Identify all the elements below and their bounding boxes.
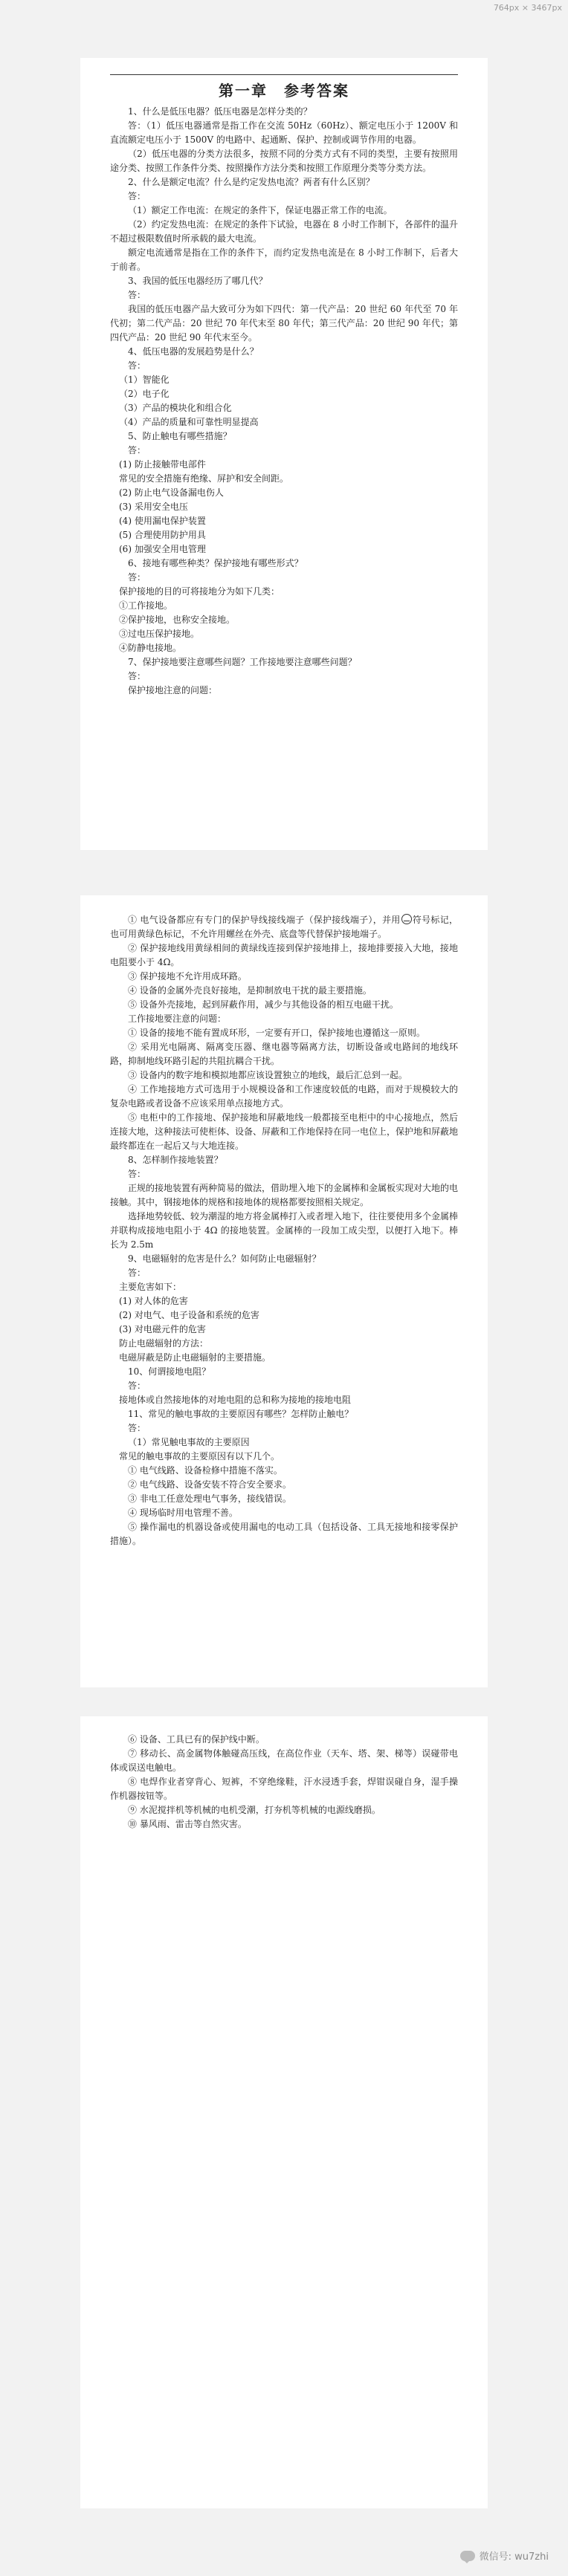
list-item: （3）产品的模块化和组合化 bbox=[119, 403, 232, 413]
answer-label: 答： bbox=[128, 1268, 146, 1278]
answer-label: 答： bbox=[128, 191, 146, 201]
list-item: (2) 防止电气设备漏电伤人 bbox=[119, 487, 224, 498]
question: 1、什么是低压电器？低压电器是怎样分类的？ bbox=[128, 106, 312, 117]
answer-label: 答： bbox=[128, 445, 146, 455]
list-item: ⑦ 移动长、高金属物体触碰高压线，在高位作业（天车、塔、架、梯等）误碰带电体或误送电触电。 bbox=[110, 1748, 458, 1773]
answer-label: 答： bbox=[128, 1381, 146, 1391]
answer-text: ④ 设备的金属外壳良好接地，是抑制放电干扰的最主要措施。 bbox=[128, 985, 372, 996]
list-item: ⑤ 操作漏电的机器设备或使用漏电的电动工具（包括设备、工具无接地和接零保护措施）。 bbox=[110, 1522, 458, 1546]
list-item: (1) 对人体的危害 bbox=[119, 1296, 188, 1306]
question: 8、怎样制作接地装置？ bbox=[128, 1155, 223, 1165]
answer-text: 常见的安全措施有绝缘、屏护和安全间距。 bbox=[119, 473, 289, 484]
list-item: (6) 加强安全用电管理 bbox=[119, 544, 206, 554]
question: 5、防止触电有哪些措施？ bbox=[128, 431, 232, 441]
list-item: ① 电气线路、设备检修中措施不落实。 bbox=[128, 1465, 283, 1476]
list-item: (2) 对电气、电子设备和系统的危害 bbox=[119, 1310, 259, 1320]
list-item: （4）产品的质量和可靠性明显提高 bbox=[119, 417, 259, 427]
answer-text: 正规的接地装置有两种简易的做法，借助埋入地下的金属棒和金属板实现对大地的电接触。其中，钢接地体的规格和接地体的规格都要按照相关规定。 bbox=[110, 1183, 459, 1207]
chapter-title: 第一章 参考答案 bbox=[219, 82, 349, 100]
question: 3、我国的低压电器经历了哪几代？ bbox=[128, 276, 268, 286]
answer-text: 常见的触电事故的主要原因有以下几个。 bbox=[119, 1451, 280, 1461]
list-item: ①工作接地。 bbox=[119, 600, 173, 611]
answer-text: 保护接地注意的问题： bbox=[128, 685, 218, 695]
question: 10、何谓接地电阻？ bbox=[128, 1366, 211, 1377]
answer-text: 接地体或自然接地体的对地电阻的总和称为接地的接地电阻 bbox=[119, 1395, 352, 1405]
ground-symbol-icon bbox=[401, 914, 412, 924]
watermark-text: 微信号: wu7zhi bbox=[479, 2551, 549, 2563]
question: 9、电磁辐射的危害是什么？如何防止电磁辐射？ bbox=[128, 1253, 321, 1264]
document-page-1 bbox=[80, 58, 488, 850]
answer-label: 答： bbox=[128, 671, 146, 681]
wechat-watermark bbox=[460, 2549, 549, 2563]
list-item: ③过电压保护接地。 bbox=[119, 629, 200, 639]
answer-text: 电磁屏蔽是防止电磁辐射的主要措施。 bbox=[119, 1352, 271, 1363]
answer-text: 答：（1）低压电器通常是指工作在交流 50Hz（60Hz）、额定电压小于 1200V 和直流额定电压小于 1500V 的电路中、起通断、保护、控制或调节作用的电器。 bbox=[110, 120, 458, 145]
list-item: (4) 使用漏电保护装置 bbox=[119, 516, 206, 526]
answer-text: ⑤ 电柜中的工作接地、保护接地和屏蔽地线一般都接至电柜中的中心接地点，然后连接大地，这种接法可使柜体、设备、屏蔽和工作地保持在同一电位上，保护地和屏蔽地最终都连在一起后又与大地连接。 bbox=[110, 1112, 459, 1151]
question: 6、接地有哪些种类？保护接地有哪些形式？ bbox=[128, 558, 303, 568]
answer-text: （1）额定工作电流：在规定的条件下，保证电器正常工作的电流。 bbox=[128, 205, 393, 215]
list-item: ④防静电接地。 bbox=[119, 643, 182, 653]
answer-label: 答： bbox=[128, 290, 146, 300]
answer-text: ③ 保护接地不允许用成环路。 bbox=[128, 971, 247, 982]
question: 11、常见的触电事故的主要原因有哪些？怎样防止触电？ bbox=[128, 1409, 354, 1419]
answer-text: 主要危害如下： bbox=[119, 1282, 182, 1292]
answer-text: ② 采用光电隔离、隔离变压器、继电器等隔离方法，切断设备或电路间的地线环路，抑制地线环路引起的共阻抗耦合干扰。 bbox=[110, 1042, 458, 1066]
answer-text: 工作接地要注意的问题： bbox=[128, 1013, 227, 1024]
document-page-2 bbox=[80, 895, 488, 1687]
answer-text: ④ 工作地接地方式可选用于小规模设备和工作速度较低的电路，而对于规模较大的复杂电路或者设备不应该采用单点接地方式。 bbox=[110, 1084, 458, 1109]
list-item: （1）常见触电事故的主要原因 bbox=[128, 1437, 250, 1447]
list-item: ⑩ 暴风雨、雷击等自然灾害。 bbox=[128, 1819, 247, 1829]
answer-text: （2）低压电器的分类方法很多，按照不同的分类方式有不同的类型，主要有按照用途分类、按照工作条件分类、按照操作方法分类和按照工作原理分类等分类方法。 bbox=[110, 149, 458, 173]
answer-text: （2）约定发热电流：在规定的条件下试验，电器在 8 小时工作制下，各部件的温升不超过极限数值时所承载的最大电流。 bbox=[110, 219, 458, 244]
question: 7、保护接地要注意哪些问题？工作接地要注意哪些问题？ bbox=[128, 657, 357, 667]
answer-label: 答： bbox=[128, 572, 146, 583]
answer-label: 答： bbox=[128, 1169, 146, 1179]
list-item: （2）电子化 bbox=[119, 389, 170, 399]
list-item: ⑥ 设备、工具已有的保护线中断。 bbox=[128, 1734, 265, 1745]
answer-text: 选择地势较低、较为潮湿的地方将金属棒打入或者埋入地下，往往要使用多个金属棒并联构成接地电阻小于 4Ω 的接地装置。金属棒的一段加工成尖型，以便打入地下。棒长为 2.5m bbox=[110, 1211, 459, 1250]
answer-text-part: 符号标记，也可用黄绿色标记，不允许用螺丝在外壳、底盘等代替保护接地端子。 bbox=[110, 915, 458, 939]
answer-text: ② 保护接地线用黄绿相间的黄绿线连接到保护接地排上，接地排要接入大地，接地电阻要小于 4Ω。 bbox=[110, 943, 458, 967]
list-item: ② 电气线路、设备安装不符合安全要求。 bbox=[128, 1479, 291, 1490]
list-item: (5) 合理使用防护用具 bbox=[119, 530, 206, 540]
answer-label: 答： bbox=[128, 1423, 146, 1433]
answer-text: ① 设备的接地不能有置成环形，一定要有开口，保护接地也遵循这一原则。 bbox=[128, 1028, 425, 1038]
answer-text-part: ① 电气设备都应有专门的保护导线接线端子（保护接线端子），并用 bbox=[128, 915, 401, 925]
answer-text: 防止电磁辐射的方法： bbox=[119, 1338, 209, 1349]
answer-text: 我国的低压电器产品大致可分为如下四代：第一代产品：20 世纪 60 年代至 70 年代初；第二代产品：20 世纪 70 年代末至 80 年代；第三代产品：20 世纪 90 年代；第四代产品：20 世纪 90 年代末至今。 bbox=[110, 304, 458, 343]
list-item: ⑧ 电焊作业者穿背心、短裤，不穿绝缘鞋，汗水浸透手套，焊钳误碰自身，湿手操作机器按钮等。 bbox=[110, 1777, 458, 1801]
list-item: ③ 非电工任意处理电气事务，接线错误。 bbox=[128, 1493, 291, 1504]
list-item: (1) 防止接触带电部件 bbox=[119, 459, 206, 470]
answer-text: 保护接地的目的可将接地分为如下几类： bbox=[119, 586, 280, 597]
answer-text: ③ 设备内的数字地和模拟地都应该设置独立的地线，最后汇总到一起。 bbox=[128, 1070, 407, 1080]
answer-label: 答： bbox=[128, 360, 146, 371]
answer-text: ⑤ 设备外壳接地，起到屏蔽作用，减少与其他设备的相互电磁干扰。 bbox=[128, 999, 398, 1010]
wechat-icon bbox=[460, 2551, 475, 2561]
list-item: (3) 对电磁元件的危害 bbox=[119, 1324, 206, 1334]
list-item: （1）智能化 bbox=[119, 374, 170, 385]
answer-text bbox=[110, 913, 458, 941]
question: 4、低压电器的发展趋势是什么？ bbox=[128, 346, 259, 357]
list-item: ④ 现场临时用电管理不善。 bbox=[128, 1508, 238, 1518]
image-size-label: 764px × 3467px bbox=[493, 3, 562, 13]
header-rule bbox=[110, 74, 458, 75]
document-page-3 bbox=[80, 1716, 488, 2508]
list-item: (3) 采用安全电压 bbox=[119, 502, 188, 512]
answer-text: 额定电流通常是指在工作的条件下，而约定发热电流是在 8 小时工作制下，后者大于前者。 bbox=[110, 247, 458, 272]
question: 2、什么是额定电流？什么是约定发热电流？两者有什么区别？ bbox=[128, 177, 375, 187]
list-item: ②保护接地，也称安全接地。 bbox=[119, 614, 236, 625]
list-item: ⑨ 水泥搅拌机等机械的电机受潮，打夯机等机械的电源线磨损。 bbox=[128, 1805, 381, 1815]
